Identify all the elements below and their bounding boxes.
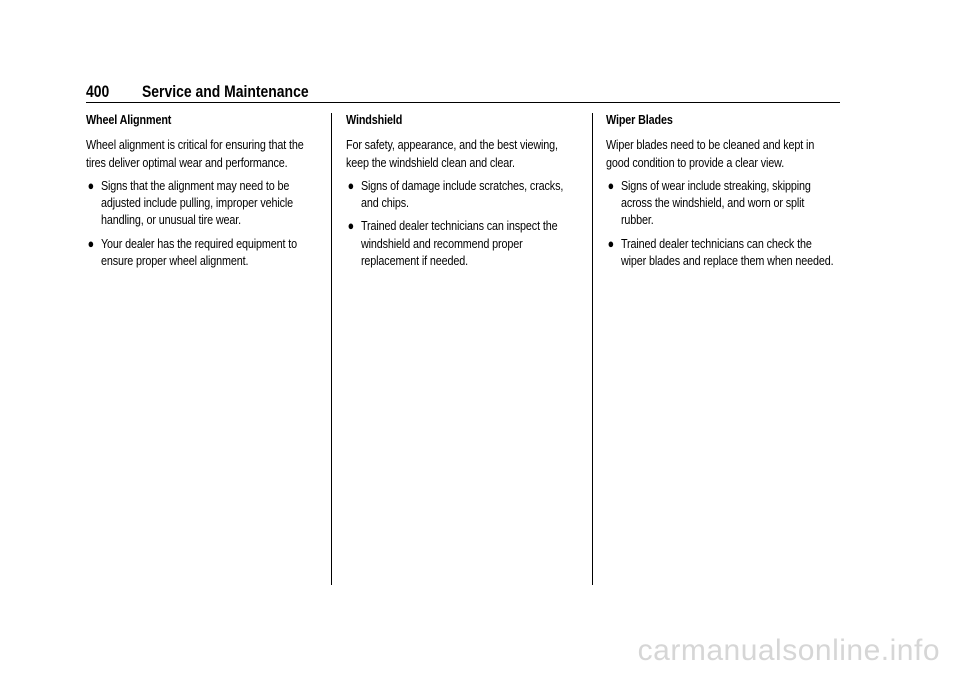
- column-windshield: [346, 111, 578, 275]
- section-title: Service and Maintenance: [142, 82, 309, 101]
- bullet-icon: ●: [87, 177, 95, 193]
- bullet-item: [606, 177, 838, 229]
- bullet-item: [86, 235, 318, 270]
- column-divider: [592, 113, 593, 585]
- bullet-text: Signs that the alignment may need to be adjusted include pulling, improper vehicle handling, or unusual tire wear.: [100, 177, 294, 228]
- bullet-item: [606, 235, 838, 270]
- page-header: [86, 82, 840, 103]
- page-number: 400: [86, 82, 110, 101]
- bullet-icon: ●: [87, 235, 95, 251]
- column-wiper-blades: [606, 111, 838, 275]
- bullet-text: Your dealer has the required equipment to ensure proper wheel alignment.: [100, 235, 298, 269]
- bullet-text: Signs of damage include scratches, cracks, and chips.: [360, 177, 564, 211]
- column-title: Wheel Alignment: [86, 112, 172, 127]
- bullet-item: [346, 217, 578, 269]
- column-title: Windshield: [346, 112, 403, 127]
- column-body: Wiper blades need to be cleaned and kept in good condition to provide a clear view.: [606, 137, 815, 170]
- bullet-text: Signs of wear include streaking, skipping across the windshield, and worn or split rubber.: [620, 177, 811, 228]
- bullet-icon: ●: [607, 235, 615, 251]
- bullet-item: [346, 177, 578, 212]
- column-body: For safety, appearance, and the best viewing, keep the windshield clean and clear.: [346, 137, 558, 170]
- column-title: Wiper Blades: [606, 112, 673, 127]
- column-body: Wheel alignment is critical for ensuring that the tires deliver optimal wear and performance.: [86, 137, 304, 170]
- bullet-icon: ●: [607, 177, 615, 193]
- bullet-list: [346, 177, 578, 269]
- bullet-item: [86, 177, 318, 229]
- bullet-icon: ●: [347, 177, 355, 193]
- column-divider: [331, 113, 332, 585]
- bullet-list: [606, 177, 838, 269]
- watermark: carmanualsonline.info: [637, 634, 940, 667]
- column-wheel-alignment: [86, 111, 318, 275]
- bullet-text: Trained dealer technicians can check the wiper blades and replace them when needed.: [620, 235, 834, 269]
- bullet-text: Trained dealer technicians can inspect the windshield and recommend proper replacement if needed.: [360, 218, 558, 269]
- bullet-icon: ●: [347, 218, 355, 234]
- bullet-list: [86, 177, 318, 269]
